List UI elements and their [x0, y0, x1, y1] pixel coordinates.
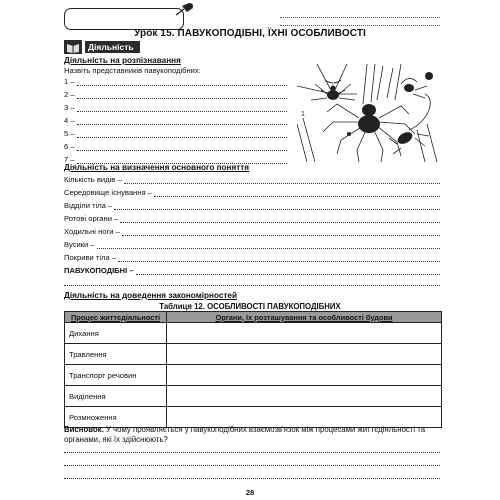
field-body-covering[interactable]: Покриви тіла –	[64, 253, 440, 262]
conclusion-line-1[interactable]	[64, 446, 440, 453]
answer-line-7[interactable]: 7 –	[64, 155, 287, 164]
regularities-title: Діяльність на доведення закономірностей	[64, 291, 238, 300]
open-book-icon	[64, 40, 82, 54]
header-organs: Органи, їх розташування та особливості будови	[167, 312, 442, 323]
process-cell: Транспорт речовин	[65, 365, 167, 386]
organs-cell[interactable]	[167, 323, 442, 344]
activity-label: Діяльність	[85, 41, 140, 53]
pushpin-icon	[174, 2, 196, 16]
activity-header	[64, 40, 140, 54]
page-number: 28	[245, 488, 255, 497]
answer-line-4[interactable]: 4 –	[64, 116, 287, 125]
process-cell: Виділення	[65, 386, 167, 407]
features-table	[64, 311, 442, 428]
table-row	[65, 386, 442, 407]
table-header-row	[65, 312, 442, 323]
header-process: Процес життєдіяльності	[65, 312, 167, 323]
process-cell: Розмноження	[65, 407, 167, 428]
header-lines	[280, 10, 440, 26]
conclusion-text: У чому проявляється у павукоподібних взаємозв'язок між процесами життєдіяльності та органами, які їх здійснюють?	[64, 425, 426, 444]
field-walking-legs[interactable]: Ходильні ноги –	[64, 227, 440, 236]
answer-line-extra[interactable]	[64, 279, 440, 286]
answer-line-3[interactable]: 3 –	[64, 103, 287, 112]
field-antennae[interactable]: Вусики –	[64, 240, 440, 249]
answer-line-2[interactable]: 2 –	[64, 90, 287, 99]
field-species-count[interactable]: Кількість видів –	[64, 175, 440, 184]
answer-line-1[interactable]: 1 –	[64, 77, 287, 86]
recognition-title: Діяльність на розпізнавання	[64, 56, 181, 65]
conclusion-label: Висновок.	[64, 425, 104, 434]
figure-number: 1	[301, 111, 305, 118]
lesson-title: Урок 15. ПАВУКОПОДІБНІ, ЇХНІ ОСОБЛИВОСТІ	[134, 28, 366, 39]
field-body-parts[interactable]: Відділи тіла –	[64, 201, 440, 210]
arachnids-illustration	[297, 64, 443, 162]
table-title: Таблиця 12. ОСОБЛИВОСТІ ПАВУКОПОДІБНИХ	[159, 302, 341, 311]
process-cell: Дихання	[65, 323, 167, 344]
conclusion-line-3[interactable]	[64, 472, 440, 479]
conclusion-line-2[interactable]	[64, 459, 440, 466]
answer-line-6[interactable]: 6 –	[64, 142, 287, 151]
concept-title: Діяльність на визначення основного поняття	[64, 163, 250, 172]
field-arachnids-definition[interactable]: ПАВУКОПОДІБНІ –	[64, 266, 440, 275]
organs-cell[interactable]	[167, 386, 442, 407]
field-mouthparts[interactable]: Ротові органи –	[64, 214, 440, 223]
organs-cell[interactable]	[167, 365, 442, 386]
process-cell: Травлення	[65, 344, 167, 365]
field-habitat[interactable]: Середовище існування –	[64, 188, 440, 197]
name-sticker-box	[64, 8, 184, 30]
conclusion-question	[64, 425, 440, 444]
table-row	[65, 323, 442, 344]
table-row	[65, 344, 442, 365]
organs-cell[interactable]	[167, 344, 442, 365]
table-row	[65, 365, 442, 386]
recognition-task: Назвіть представників павукоподібних:	[64, 66, 201, 75]
answer-line-5[interactable]: 5 –	[64, 129, 287, 138]
